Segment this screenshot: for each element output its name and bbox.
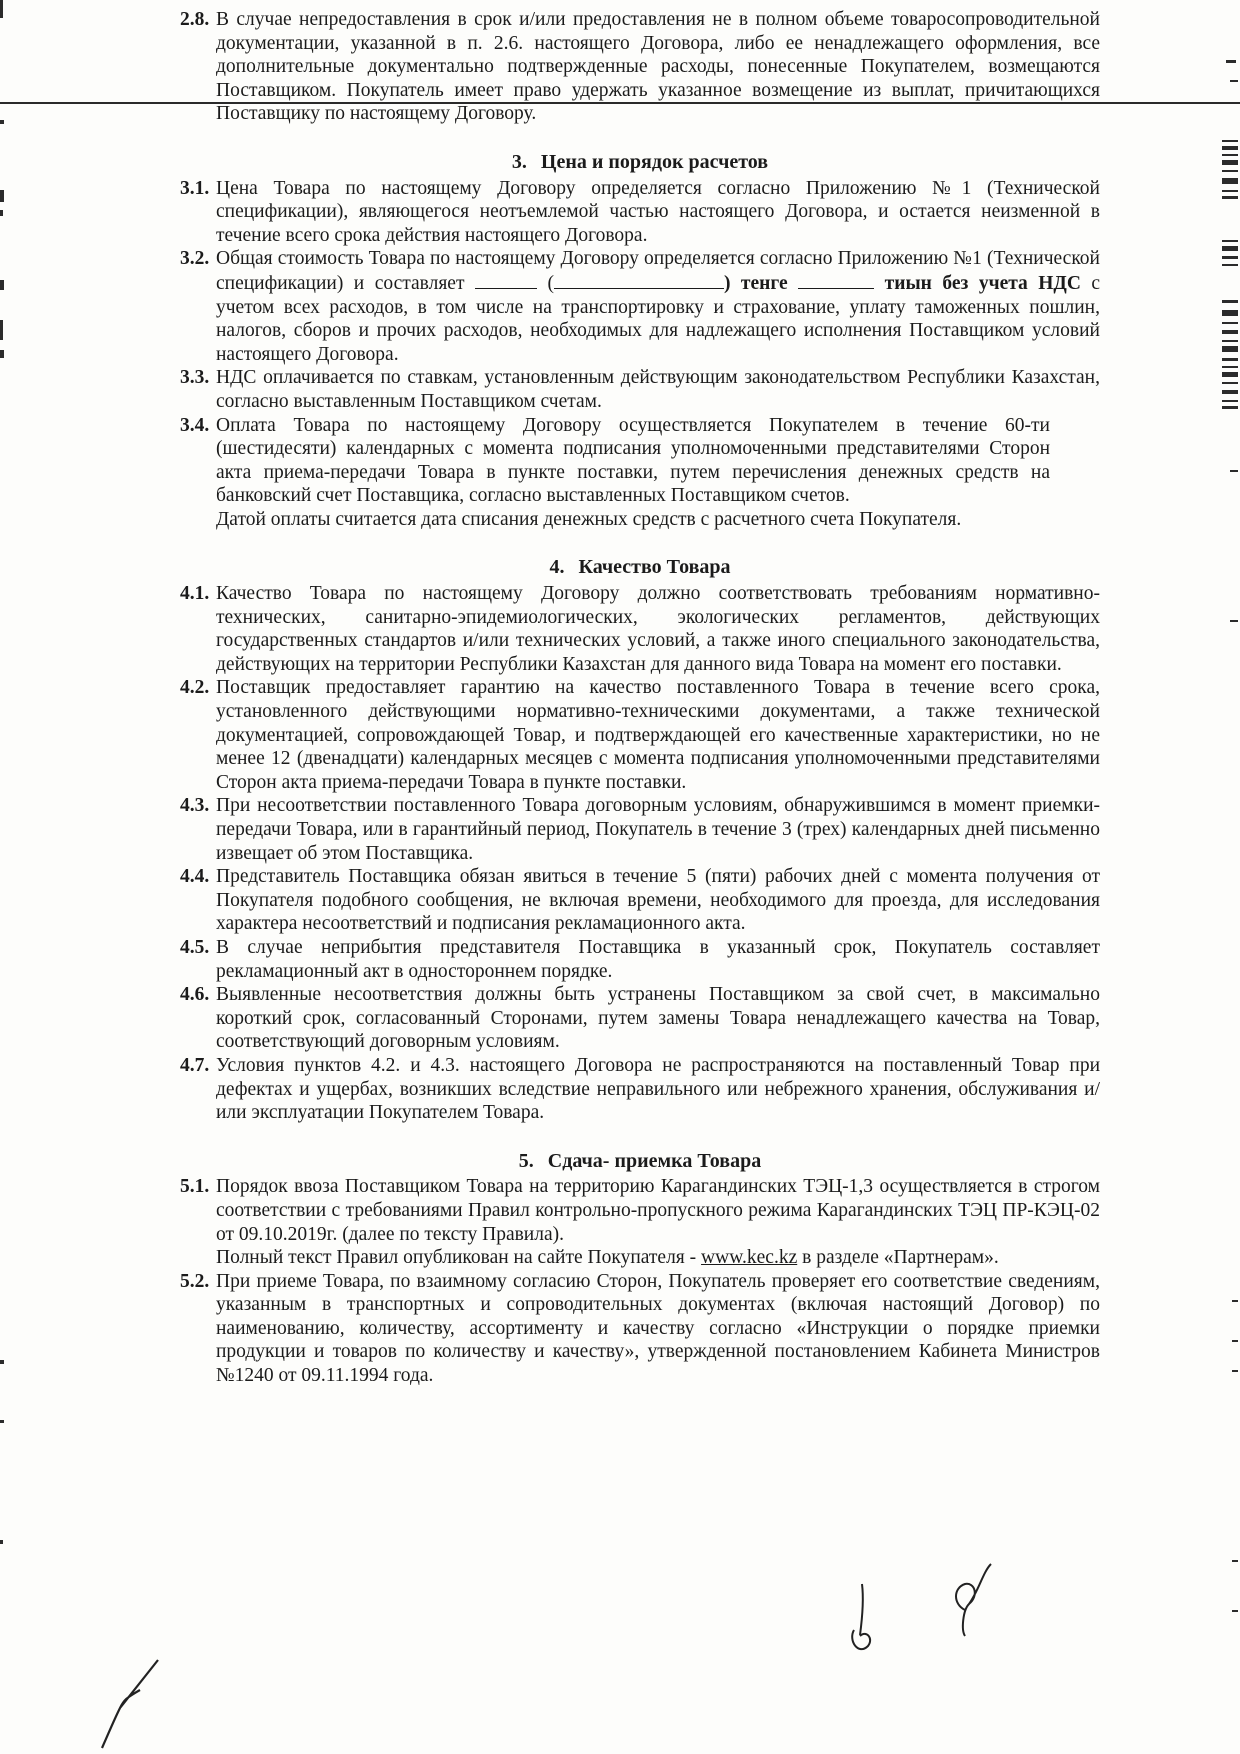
- clause-number: 4.3.: [180, 795, 210, 817]
- signature-initial-2: [935, 1560, 995, 1640]
- clause-4-5: [180, 936, 1100, 983]
- amount-blank: [475, 271, 537, 289]
- clause-text: Поставщик предоставляет гарантию на качество поставленного Товара в течение всего срока, установленного действующими нормативно-техническими документами, а также технической документацией, сопровождающей Товар, и подтверждающей его качественные характеристики, но не менее 12 (двенадцати) календарных месяцев с момента подписания уполномоченными представителями Сторон акта приема-передачи Товара в пункте поставки.: [216, 677, 1100, 793]
- clause-5-1: [180, 1175, 1100, 1269]
- clause-4-6: [180, 983, 1100, 1054]
- clause-number: 4.6.: [180, 984, 210, 1006]
- clause-text: [216, 247, 1100, 366]
- signature-initial-1: [840, 1580, 890, 1660]
- clause-number: 3.3.: [180, 367, 210, 389]
- clause-number: 4.4.: [180, 866, 210, 888]
- clause-number: 3.4.: [180, 414, 210, 436]
- clause-2-8: [180, 8, 1100, 126]
- contract-page: [180, 8, 1100, 1388]
- open-paren: (: [547, 272, 554, 294]
- scan-edge-marks: [0, 0, 10, 1754]
- section-4-heading: [180, 556, 1100, 580]
- tenge-label: ) тенге: [723, 272, 788, 294]
- clause-text: НДС оплачивается по ставкам, установленным действующим законодательством Республики Казахстан, согласно выставленным Поставщиком счетам.: [216, 367, 1100, 412]
- clause-text: Выявленные несоответствия должны быть устранены Поставщиком за свой счет, в максимально короткий срок, согласованный Сторонами, путем замены Товара ненадлежащего качества на Товар, соответствующий договорным условиям.: [216, 984, 1100, 1053]
- clause-4-4: [180, 865, 1100, 936]
- clause-number: 5.2.: [180, 1270, 210, 1292]
- section-title: Сдача- приемка Товара: [547, 1149, 762, 1172]
- section-title: Цена и порядок расчетов: [540, 150, 769, 173]
- clause-4-2: [180, 676, 1100, 794]
- clause-4-3: [180, 794, 1100, 865]
- clause-4-7: [180, 1054, 1100, 1125]
- clause-number: 4.2.: [180, 677, 210, 699]
- clause-text-part: Полный текст Правил опубликован на сайте Покупателя -: [216, 1247, 697, 1269]
- clause-5-2: [180, 1270, 1100, 1388]
- clause-number: 3.1.: [180, 177, 210, 199]
- clause-4-1: [180, 582, 1100, 676]
- clause-number: 4.7.: [180, 1054, 210, 1076]
- clause-text: Цена Товара по настоящему Договору определяется согласно Приложению №1 (Технической спецификации), являющегося неотъемлемой частью настоящего Договора, и остается неизменной в течение всего срока действия настоящего Договора.: [216, 177, 1100, 246]
- clause-number: 2.8.: [180, 9, 210, 30]
- vat-note: тиын без учета НДС: [884, 272, 1081, 294]
- clause-text: Оплата Товара по настоящему Договору осуществляется Покупателем в течение 60-ти (шестидесяти) календарных с момента подписания уполномоченными представителями Сторон акта приема-передачи Товара в пункте поставки, путем перечисления денежных средств на банковский счет Поставщика, согласно выставленных Поставщиком счетов.: [216, 414, 1050, 507]
- section-number: 3.: [511, 150, 527, 173]
- clause-number: 3.2.: [180, 248, 210, 270]
- section-number: 5.: [518, 1149, 534, 1172]
- clause-number: 5.1.: [180, 1176, 210, 1198]
- clause-text: Порядок ввоза Поставщиком Товара на территорию Карагандинских ТЭЦ-1,3 осуществляется в строгом соответствии с требованиями Правил контрольно-пропускного режима Карагандинских ТЭЦ ПР-КЭЦ-02 от 09.10.2019г. (далее по тексту Правила).: [216, 1176, 1100, 1245]
- scan-edge-barcode: [1212, 0, 1240, 1754]
- clause-text: Качество Товара по настоящему Договору должно соответствовать требованиям нормативно-технических, санитарно-эпидемиологических, экологических регламентов, действующих государственных стандартов и/или технических условий, а также иного специального законодательства, действующих на территории Республики Казахстан для данного вида Товара на момент его поставки.: [216, 583, 1100, 675]
- amount-words-blank: [554, 271, 724, 289]
- section-3-heading: [180, 151, 1100, 175]
- clause-text: Представитель Поставщика обязан явиться в течение 5 (пяти) рабочих дней с момента получения от Покупателя подобного сообщения, не включая времени, необходимого для проезда, для исследования характера несоответствий и подписания рекламационного акта.: [216, 866, 1100, 935]
- clause-3-2: [180, 247, 1100, 366]
- clause-text: При приеме Товара, по взаимному согласию Сторон, Покупатель проверяет его соответствие сведениям, указанным в транспортных и сопроводительных документах (включая настоящий Договор) по наименованию, количеству, ассортименту и качеству согласно «Инструкции о порядке приемки продукции и товаров по количеству и качеству», утвержденной постановлением Кабинета Министров №1240 от 09.11.1994 года.: [216, 1270, 1100, 1387]
- clause-text: В случае неприбытия представителя Поставщика в указанный срок, Покупатель составляет рекламационный акт в одностороннем порядке.: [216, 936, 1100, 982]
- clause-3-3: [180, 366, 1100, 413]
- clause-3-4: [180, 414, 1100, 532]
- clause-number: 4.5.: [180, 936, 210, 958]
- signature-left: [100, 1650, 170, 1750]
- tiyn-blank: [798, 271, 874, 289]
- website-link[interactable]: www.kec.kz: [701, 1247, 798, 1269]
- clause-text: В случае непредоставления в срок и/или предоставления не в полном объеме товаросопроводительной документации, указанной в п. 2.6. настоящего Договора, либо ее ненадлежащего оформления, все дополнительные документально подтвержденные расходы, понесенные Покупателем, возмещаются Поставщиком. Покупатель имеет право удержать указанное возмещение из выплат, причитающихся Поставщику по настоящему Договору.: [216, 9, 1100, 125]
- section-number: 4.: [549, 556, 565, 579]
- section-title: Качество Товара: [578, 556, 731, 579]
- clause-text-2: Датой оплаты считается дата списания денежных средств с расчетного счета Покупателя.: [216, 508, 962, 530]
- clause-number: 4.1.: [180, 583, 210, 605]
- clause-text-part: Общая стоимость Товара по настоящему Договору определяется согласно Приложению №1 (Технической спецификации) и составляет: [216, 248, 1100, 294]
- clause-text-part: в разделе «Партнерам».: [802, 1247, 999, 1269]
- clause-3-1: [180, 177, 1100, 248]
- clause-text: При несоответствии поставленного Товара договорным условиям, обнаружившимся в момент приемки-передачи Товара, или в гарантийный период, Покупатель в течение 3 (трех) календарных дней письменно извещает об этом Поставщика.: [216, 795, 1100, 864]
- clause-text-part: с учетом всех расходов, в том числе на транспортировку и страхование, уплату таможенных пошлин, налогов, сборов и прочих расходов, необходимых для надлежащего исполнения Поставщиком условий настоящего Договора.: [216, 272, 1101, 365]
- section-5-heading: [180, 1150, 1100, 1174]
- clause-text-2: [216, 1246, 1100, 1270]
- clause-text: Условия пунктов 4.2. и 4.3. настоящего Договора не распространяются на поставленный Товар при дефектах и ущербах, возникших вследствие неправильного или небрежного хранения, обслуживания и/или эксплуатации Покупателем Товара.: [216, 1054, 1100, 1124]
